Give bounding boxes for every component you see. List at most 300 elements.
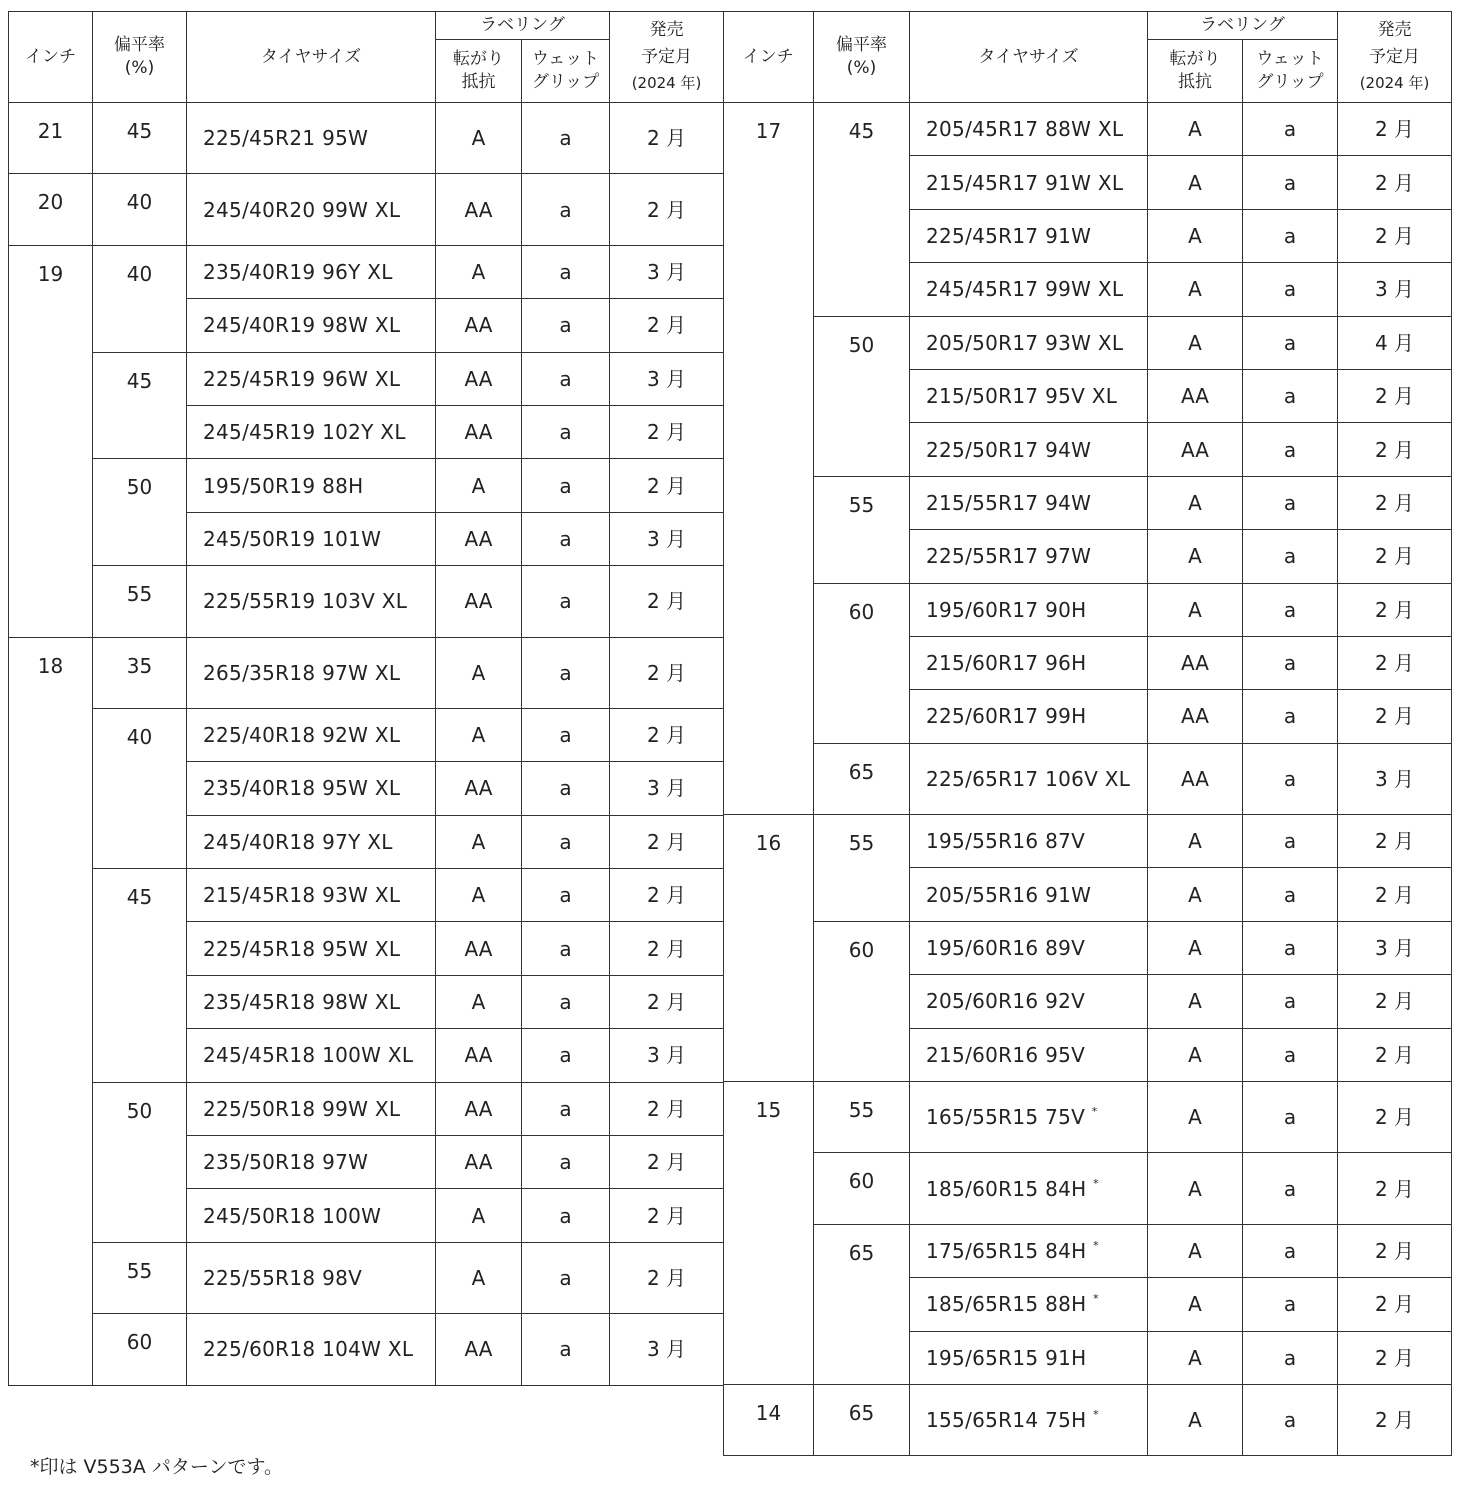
wet-grip-cell: a [522, 352, 610, 405]
tire-size-cell [187, 708, 436, 761]
tire-size-cell [187, 1242, 436, 1313]
wet-grip-cell: a [1243, 921, 1338, 974]
rolling-resistance-cell: A [1148, 103, 1243, 156]
tire-size-cell [910, 583, 1148, 636]
release-month-cell: 2 月 [610, 174, 724, 245]
rolling-resistance-cell: AA [436, 405, 522, 458]
aspect-cell: 45 [93, 103, 187, 174]
wet-grip-cell: a [522, 1082, 610, 1135]
table-row [9, 869, 724, 922]
release-month-cell: 2 月 [610, 299, 724, 352]
table-row [9, 1314, 724, 1385]
v553a-mark: * [1093, 1408, 1099, 1422]
wet-grip-cell: a [1243, 975, 1338, 1028]
header-release: 発売 予定月 (2024 年) [610, 12, 724, 103]
release-month-cell: 2 月 [610, 1136, 724, 1189]
aspect-cell: 50 [93, 459, 187, 566]
wet-grip-cell: a [1243, 476, 1338, 529]
tire-size-text: 245/40R19 98W XL [203, 313, 401, 338]
release-month-cell: 4 月 [1338, 316, 1452, 369]
wet-grip-cell: a [1243, 1278, 1338, 1331]
table-row [9, 352, 724, 405]
wet-grip-cell: a [522, 103, 610, 174]
aspect-cell: 45 [93, 352, 187, 459]
tire-size-text: 245/40R20 99W XL [203, 197, 401, 222]
header-size: タイヤサイズ [187, 12, 436, 103]
rolling-resistance-cell: A [1148, 209, 1243, 262]
rolling-resistance-cell: A [1148, 156, 1243, 209]
tire-size-text: 225/45R17 91W [926, 223, 1092, 248]
tire-size-cell [910, 1082, 1148, 1153]
wet-grip-cell: a [1243, 156, 1338, 209]
tire-size-text: 225/60R17 99H [926, 704, 1087, 729]
rolling-resistance-cell: A [1148, 530, 1243, 583]
wet-grip-cell: a [522, 1242, 610, 1313]
tire-size-text: 215/45R18 93W XL [203, 883, 401, 908]
table-row [724, 815, 1452, 868]
tire-size-text: 215/60R17 96H [926, 651, 1087, 676]
table-row [724, 103, 1452, 156]
rolling-resistance-cell: AA [436, 566, 522, 637]
aspect-cell: 45 [93, 869, 187, 1083]
header-labeling: ラベリング [436, 12, 610, 40]
wet-grip-cell: a [1243, 423, 1338, 476]
tire-size-text: 195/55R16 87V [926, 829, 1086, 854]
tire-size-table-left [8, 11, 724, 1386]
rolling-resistance-cell: A [1148, 1278, 1243, 1331]
wet-grip-cell: a [522, 405, 610, 458]
release-month-cell: 2 月 [1338, 476, 1452, 529]
tire-size-cell [187, 1136, 436, 1189]
tire-size-text: 235/50R18 97W [203, 1150, 369, 1175]
tire-size-text: 245/45R19 102Y XL [203, 420, 406, 445]
rolling-resistance-cell: A [1148, 1153, 1243, 1224]
tire-size-text: 155/65R14 75H [926, 1408, 1087, 1433]
table-row [9, 174, 724, 245]
tire-size-text: 225/45R21 95W [203, 126, 369, 151]
release-month-cell: 2 月 [610, 708, 724, 761]
release-month-cell: 3 月 [1338, 743, 1452, 814]
release-month-cell: 3 月 [1338, 921, 1452, 974]
release-month-cell: 2 月 [1338, 369, 1452, 422]
tire-size-cell [187, 405, 436, 458]
tire-size-text: 225/40R18 92W XL [203, 723, 401, 748]
tire-size-cell [187, 637, 436, 708]
v553a-mark: * [1091, 1105, 1098, 1119]
release-month-cell: 2 月 [1338, 1224, 1452, 1277]
tire-size-cell [910, 369, 1148, 422]
table-row [9, 1082, 724, 1135]
release-month-cell: 3 月 [610, 512, 724, 565]
table-row [724, 583, 1452, 636]
rolling-resistance-cell: AA [436, 1082, 522, 1135]
inch-cell: 21 [9, 103, 93, 174]
aspect-cell: 55 [93, 566, 187, 637]
release-month-cell: 3 月 [1338, 263, 1452, 316]
wet-grip-cell: a [1243, 636, 1338, 689]
tire-size-text: 225/50R18 99W XL [203, 1096, 401, 1121]
header-wet-grip: ウェット グリップ [1243, 40, 1338, 103]
tire-size-text: 185/65R15 88H [926, 1292, 1087, 1317]
inch-cell: 16 [724, 815, 814, 1082]
tire-size-cell [187, 459, 436, 512]
rolling-resistance-cell: A [436, 1242, 522, 1313]
wet-grip-cell: a [522, 708, 610, 761]
aspect-cell: 55 [93, 1242, 187, 1313]
release-month-cell: 2 月 [1338, 103, 1452, 156]
inch-cell: 17 [724, 103, 814, 815]
aspect-cell: 50 [814, 316, 910, 476]
release-month-cell: 3 月 [610, 352, 724, 405]
tire-size-cell [910, 156, 1148, 209]
wet-grip-cell: a [1243, 1028, 1338, 1081]
rolling-resistance-cell: AA [1148, 423, 1243, 476]
rolling-resistance-cell: AA [1148, 743, 1243, 814]
release-month-cell: 2 月 [610, 869, 724, 922]
inch-cell: 14 [724, 1384, 814, 1455]
tire-size-text: 245/45R18 100W XL [203, 1043, 414, 1068]
rolling-resistance-cell: A [1148, 1224, 1243, 1277]
tire-size-cell [187, 566, 436, 637]
header-rolling-resistance: 転がり 抵抗 [1148, 40, 1243, 103]
tire-size-cell [910, 423, 1148, 476]
tire-size-cell [187, 815, 436, 868]
tire-size-text: 165/55R15 75V [926, 1105, 1086, 1130]
rolling-resistance-cell: A [436, 103, 522, 174]
header-aspect: 偏平率 (%) [93, 12, 187, 103]
release-month-cell: 2 月 [1338, 1331, 1452, 1384]
tire-size-text: 245/50R18 100W [203, 1203, 382, 1228]
aspect-cell: 65 [814, 1384, 910, 1455]
rolling-resistance-cell: A [436, 245, 522, 298]
release-month-cell: 3 月 [610, 762, 724, 815]
rolling-resistance-cell: AA [1148, 690, 1243, 743]
inch-cell: 19 [9, 245, 93, 637]
tire-size-cell [910, 263, 1148, 316]
tire-size-text: 235/40R18 95W XL [203, 776, 401, 801]
release-month-cell: 2 月 [610, 103, 724, 174]
rolling-resistance-cell: A [1148, 975, 1243, 1028]
tire-size-text: 225/50R17 94W [926, 437, 1092, 462]
release-month-cell: 2 月 [610, 922, 724, 975]
table-row [724, 1153, 1452, 1224]
tire-size-cell [187, 1029, 436, 1082]
wet-grip-cell: a [1243, 209, 1338, 262]
aspect-cell: 40 [93, 174, 187, 245]
release-month-cell: 2 月 [1338, 1082, 1452, 1153]
rolling-resistance-cell: AA [436, 1136, 522, 1189]
tire-size-text: 235/40R19 96Y XL [203, 259, 393, 284]
aspect-cell: 60 [814, 921, 910, 1081]
wet-grip-cell: a [522, 1029, 610, 1082]
wet-grip-cell: a [1243, 263, 1338, 316]
release-month-cell: 2 月 [1338, 583, 1452, 636]
rolling-resistance-cell: A [1148, 868, 1243, 921]
release-month-cell: 2 月 [610, 637, 724, 708]
v553a-mark: * [1093, 1176, 1099, 1190]
tire-size-text: 195/60R16 89V [926, 936, 1086, 961]
wet-grip-cell: a [1243, 690, 1338, 743]
release-month-cell: 2 月 [1338, 815, 1452, 868]
aspect-cell: 60 [93, 1314, 187, 1385]
wet-grip-cell: a [1243, 369, 1338, 422]
tire-size-cell [910, 690, 1148, 743]
tire-size-cell [910, 103, 1148, 156]
tire-size-text: 265/35R18 97W XL [203, 660, 401, 685]
tire-size-cell [187, 1082, 436, 1135]
tire-size-cell [910, 316, 1148, 369]
release-month-cell: 2 月 [610, 405, 724, 458]
rolling-resistance-cell: A [1148, 815, 1243, 868]
tire-size-text: 215/45R17 91W XL [926, 170, 1124, 195]
tire-size-cell [910, 815, 1148, 868]
tire-size-cell [187, 1189, 436, 1242]
rolling-resistance-cell: AA [436, 1029, 522, 1082]
release-month-cell: 3 月 [610, 245, 724, 298]
tire-size-cell [910, 1331, 1148, 1384]
rolling-resistance-cell: A [1148, 316, 1243, 369]
tire-size-text: 195/65R15 91H [926, 1345, 1087, 1370]
tire-size-text: 225/55R19 103V XL [203, 589, 408, 614]
footnote: *印は V553A パターンです。 [30, 1456, 283, 1478]
wet-grip-cell: a [1243, 530, 1338, 583]
rolling-resistance-cell: A [1148, 1082, 1243, 1153]
release-month-cell: 2 月 [1338, 636, 1452, 689]
rolling-resistance-cell: A [1148, 1028, 1243, 1081]
wet-grip-cell: a [522, 922, 610, 975]
rolling-resistance-cell: A [436, 1189, 522, 1242]
wet-grip-cell: a [1243, 1331, 1338, 1384]
wet-grip-cell: a [1243, 103, 1338, 156]
release-month-cell: 2 月 [1338, 156, 1452, 209]
rolling-resistance-cell: A [1148, 1384, 1243, 1455]
rolling-resistance-cell: A [436, 459, 522, 512]
tire-size-cell [910, 743, 1148, 814]
tire-size-text: 225/45R18 95W XL [203, 936, 401, 961]
aspect-cell: 60 [814, 1153, 910, 1224]
tire-size-text: 185/60R15 84H [926, 1176, 1087, 1201]
release-month-cell: 2 月 [1338, 1153, 1452, 1224]
rolling-resistance-cell: AA [436, 352, 522, 405]
inch-cell: 15 [724, 1082, 814, 1385]
aspect-cell: 50 [93, 1082, 187, 1242]
tire-size-cell [187, 299, 436, 352]
rolling-resistance-cell: A [1148, 263, 1243, 316]
wet-grip-cell: a [1243, 583, 1338, 636]
release-month-cell: 2 月 [1338, 868, 1452, 921]
rolling-resistance-cell: AA [1148, 369, 1243, 422]
wet-grip-cell: a [522, 299, 610, 352]
wet-grip-cell: a [1243, 316, 1338, 369]
tire-size-text: 215/55R17 94W [926, 490, 1092, 515]
tire-size-cell [910, 209, 1148, 262]
table-row [724, 743, 1452, 814]
table-row [9, 566, 724, 637]
rolling-resistance-cell: AA [436, 922, 522, 975]
tire-size-cell [187, 512, 436, 565]
rolling-resistance-cell: A [436, 708, 522, 761]
aspect-cell: 65 [814, 743, 910, 814]
tire-size-cell [910, 1224, 1148, 1277]
aspect-cell: 35 [93, 637, 187, 708]
tire-size-cell [187, 1314, 436, 1385]
header-rolling-resistance: 転がり 抵抗 [436, 40, 522, 103]
tire-size-text: 205/50R17 93W XL [926, 330, 1124, 355]
tire-size-table-right [723, 11, 1452, 1456]
tire-size-text: 245/50R19 101W [203, 526, 382, 551]
table-row [724, 1224, 1452, 1277]
rolling-resistance-cell: AA [436, 1314, 522, 1385]
header-release: 発売 予定月 (2024 年) [1338, 12, 1452, 103]
table-row [724, 316, 1452, 369]
header-size: タイヤサイズ [910, 12, 1148, 103]
v553a-mark: * [1093, 1239, 1099, 1252]
wet-grip-cell: a [522, 1314, 610, 1385]
release-month-cell: 2 月 [1338, 530, 1452, 583]
tire-size-cell [910, 975, 1148, 1028]
release-month-cell: 2 月 [1338, 1278, 1452, 1331]
tire-size-text: 235/45R18 98W XL [203, 990, 401, 1015]
tire-size-text: 225/45R19 96W XL [203, 366, 401, 391]
tire-size-text: 245/45R17 99W XL [926, 277, 1124, 302]
table-row [9, 459, 724, 512]
tire-size-cell [187, 245, 436, 298]
release-month-cell: 2 月 [610, 566, 724, 637]
tire-size-cell [910, 530, 1148, 583]
aspect-cell: 60 [814, 583, 910, 743]
release-month-cell: 2 月 [610, 1242, 724, 1313]
wet-grip-cell: a [522, 1136, 610, 1189]
aspect-cell: 55 [814, 476, 910, 583]
rolling-resistance-cell: AA [436, 512, 522, 565]
rolling-resistance-cell: A [436, 637, 522, 708]
v553a-mark: * [1093, 1292, 1099, 1306]
wet-grip-cell: a [522, 512, 610, 565]
release-month-cell: 2 月 [610, 815, 724, 868]
tire-size-text: 225/55R18 98V [203, 1266, 363, 1290]
release-month-cell: 2 月 [1338, 975, 1452, 1028]
aspect-cell: 40 [93, 708, 187, 868]
tire-size-cell [187, 869, 436, 922]
inch-cell: 20 [9, 174, 93, 245]
tire-size-cell [187, 922, 436, 975]
aspect-cell: 45 [814, 103, 910, 317]
table-row [9, 103, 724, 174]
table-row [724, 1384, 1452, 1455]
release-month-cell: 2 月 [610, 1082, 724, 1135]
tire-size-text: 225/55R17 97W [926, 544, 1092, 569]
tire-size-cell [187, 975, 436, 1028]
rolling-resistance-cell: AA [436, 299, 522, 352]
tire-size-text: 205/60R16 92V [926, 989, 1086, 1014]
wet-grip-cell: a [522, 815, 610, 868]
release-month-cell: 2 月 [1338, 209, 1452, 262]
header-aspect: 偏平率 (%) [814, 12, 910, 103]
tire-size-text: 195/60R17 90H [926, 597, 1087, 622]
wet-grip-cell: a [522, 762, 610, 815]
release-month-cell: 2 月 [1338, 690, 1452, 743]
wet-grip-cell: a [522, 566, 610, 637]
tire-size-cell [910, 1384, 1148, 1455]
wet-grip-cell: a [1243, 1224, 1338, 1277]
tire-size-cell [910, 1028, 1148, 1081]
tire-size-cell [187, 762, 436, 815]
release-month-cell: 2 月 [1338, 423, 1452, 476]
header-inch: インチ [724, 12, 814, 103]
tire-size-text: 195/50R19 88H [203, 473, 364, 498]
rolling-resistance-cell: A [1148, 1331, 1243, 1384]
wet-grip-cell: a [522, 1189, 610, 1242]
tire-size-text: 245/40R18 97Y XL [203, 829, 393, 854]
wet-grip-cell: a [1243, 815, 1338, 868]
header-wet-grip: ウェット グリップ [522, 40, 610, 103]
wet-grip-cell: a [1243, 1082, 1338, 1153]
inch-cell: 18 [9, 637, 93, 1385]
table-row [9, 708, 724, 761]
release-month-cell: 2 月 [1338, 1384, 1452, 1455]
wet-grip-cell: a [522, 459, 610, 512]
wet-grip-cell: a [1243, 1153, 1338, 1224]
wet-grip-cell: a [522, 869, 610, 922]
tire-size-cell [910, 476, 1148, 529]
tire-size-text: 225/65R17 106V XL [926, 766, 1131, 791]
aspect-cell: 55 [814, 1082, 910, 1153]
wet-grip-cell: a [522, 637, 610, 708]
rolling-resistance-cell: A [1148, 583, 1243, 636]
table-row [724, 1082, 1452, 1153]
aspect-cell: 40 [93, 245, 187, 352]
rolling-resistance-cell: AA [436, 174, 522, 245]
release-month-cell: 2 月 [1338, 1028, 1452, 1081]
rolling-resistance-cell: AA [1148, 636, 1243, 689]
tire-size-text: 215/50R17 95V XL [926, 384, 1118, 409]
aspect-cell: 55 [814, 815, 910, 922]
wet-grip-cell: a [522, 174, 610, 245]
wet-grip-cell: a [522, 975, 610, 1028]
rolling-resistance-cell: A [436, 815, 522, 868]
rolling-resistance-cell: A [436, 975, 522, 1028]
release-month-cell: 3 月 [610, 1029, 724, 1082]
tire-size-cell [910, 1153, 1148, 1224]
header-inch: インチ [9, 12, 93, 103]
tire-size-text: 225/60R18 104W XL [203, 1337, 414, 1362]
tire-size-cell [187, 103, 436, 174]
wet-grip-cell: a [1243, 868, 1338, 921]
table-row [9, 1242, 724, 1313]
rolling-resistance-cell: A [436, 869, 522, 922]
tire-size-text: 215/60R16 95V [926, 1042, 1086, 1067]
tire-size-cell [187, 352, 436, 405]
release-month-cell: 2 月 [610, 459, 724, 512]
table-row [9, 245, 724, 298]
table-row [724, 476, 1452, 529]
tire-size-cell [187, 174, 436, 245]
tire-size-cell [910, 1278, 1148, 1331]
table-row [9, 637, 724, 708]
wet-grip-cell: a [1243, 1384, 1338, 1455]
tire-size-text: 205/55R16 91W [926, 882, 1092, 907]
aspect-cell: 65 [814, 1224, 910, 1384]
wet-grip-cell: a [522, 245, 610, 298]
tire-size-text: 205/45R17 88W XL [926, 117, 1124, 142]
release-month-cell: 3 月 [610, 1314, 724, 1385]
table-row [724, 921, 1452, 974]
tire-size-cell [910, 636, 1148, 689]
rolling-resistance-cell: AA [436, 762, 522, 815]
header-labeling: ラベリング [1148, 12, 1338, 40]
tire-size-cell [910, 921, 1148, 974]
rolling-resistance-cell: A [1148, 921, 1243, 974]
